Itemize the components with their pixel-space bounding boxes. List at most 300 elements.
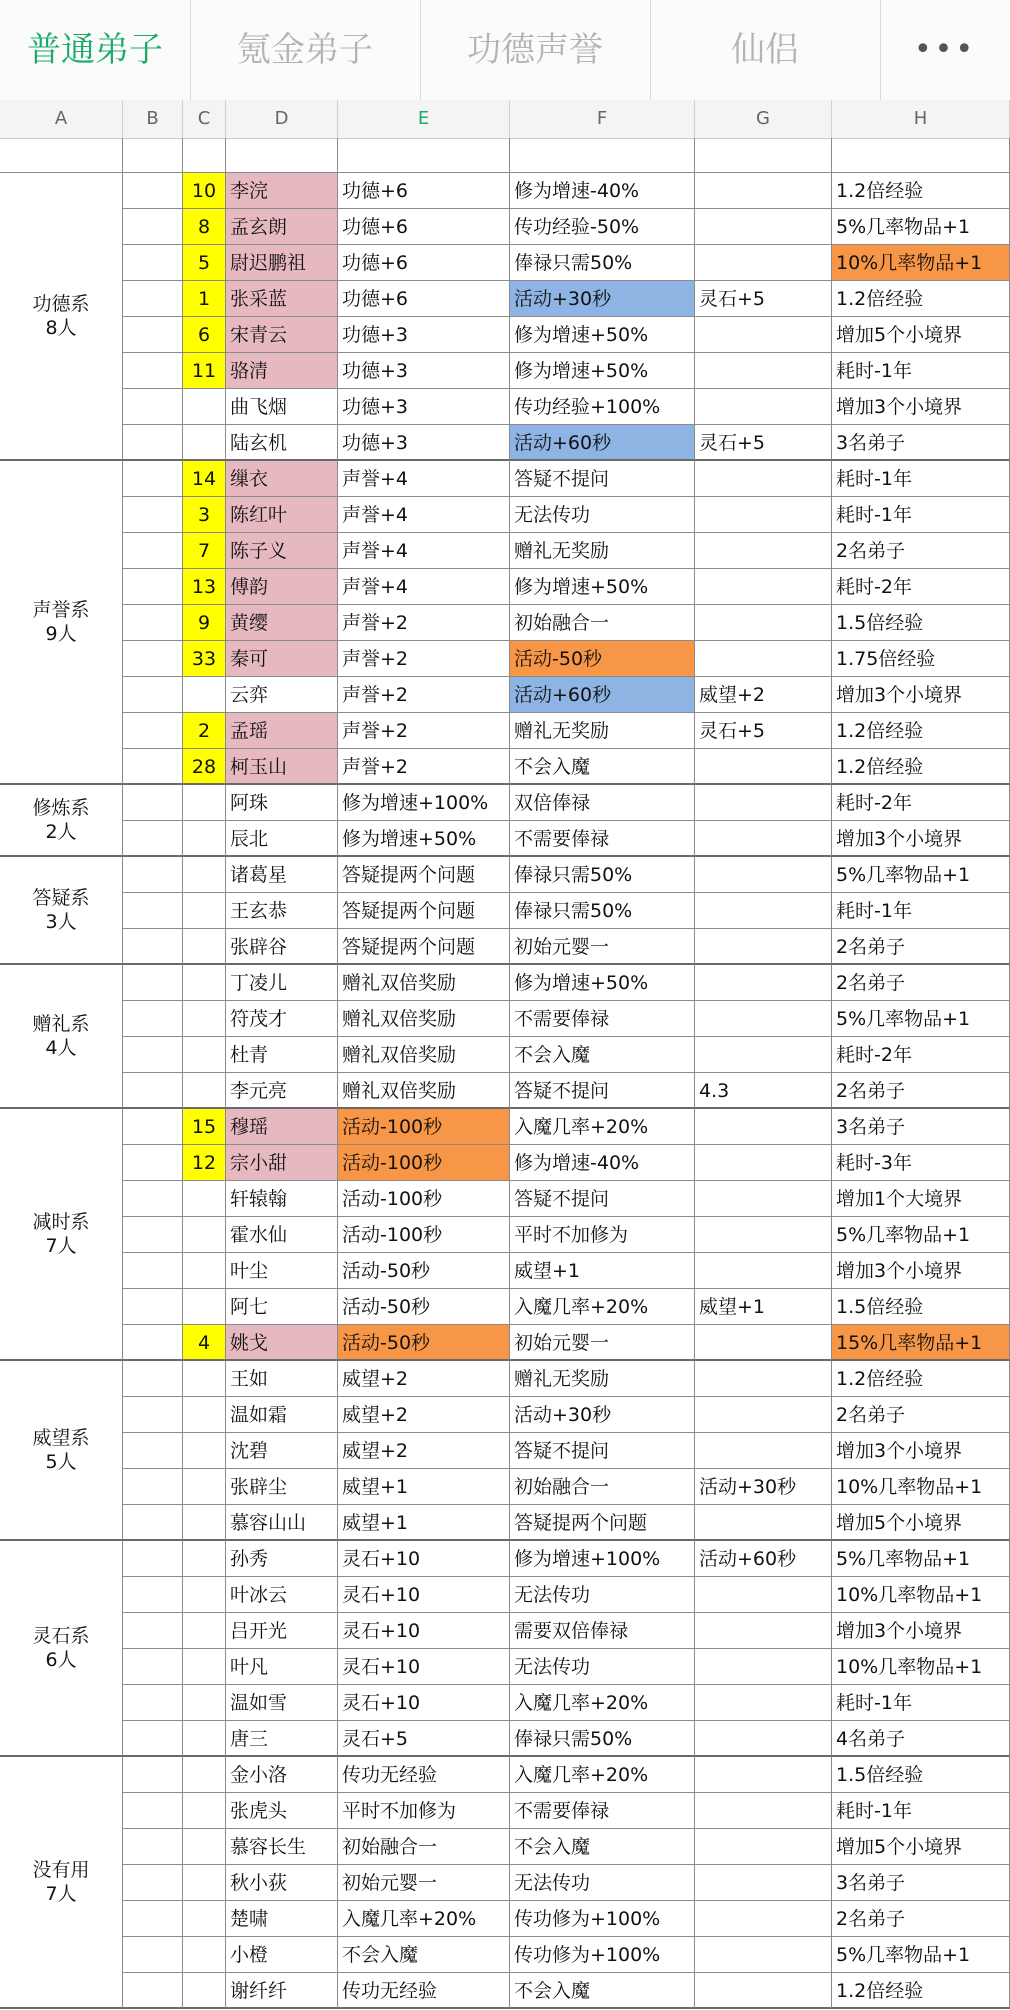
rank-cell[interactable]: 13 [183,569,226,605]
cell-b[interactable] [123,1901,183,1937]
cell-b[interactable] [123,1181,183,1217]
rank-cell[interactable] [183,1721,226,1757]
trait-2-cell[interactable]: 不会入魔 [510,1037,695,1073]
cell-b[interactable] [123,1253,183,1289]
empty-cell[interactable] [0,138,123,173]
trait-3-cell[interactable] [695,1109,832,1145]
rank-cell[interactable] [183,1685,226,1721]
disciple-name-cell[interactable]: 姚戈 [226,1325,338,1361]
rank-cell[interactable] [183,1361,226,1397]
trait-1-cell[interactable]: 传功无经验 [338,1973,510,2009]
rank-cell[interactable]: 28 [183,749,226,785]
bonus-cell[interactable]: 增加3个小境界 [832,677,1010,713]
trait-2-cell[interactable]: 初始元婴一 [510,1325,695,1361]
trait-3-cell[interactable]: 灵石+5 [695,425,832,461]
trait-1-cell[interactable]: 功德+6 [338,245,510,281]
disciple-name-cell[interactable]: 曲飞烟 [226,389,338,425]
bonus-cell[interactable]: 3名弟子 [832,1865,1010,1901]
trait-1-cell[interactable]: 活动-100秒 [338,1145,510,1181]
cell-b[interactable] [123,1541,183,1577]
trait-3-cell[interactable]: 灵石+5 [695,713,832,749]
trait-1-cell[interactable]: 灵石+5 [338,1721,510,1757]
trait-2-cell[interactable]: 初始元婴一 [510,929,695,965]
trait-3-cell[interactable]: 灵石+5 [695,281,832,317]
bonus-cell[interactable]: 耗时-2年 [832,785,1010,821]
bonus-cell[interactable]: 1.5倍经验 [832,1757,1010,1793]
bonus-cell[interactable]: 15%几率物品+1 [832,1325,1010,1361]
disciple-name-cell[interactable]: 张采蓝 [226,281,338,317]
cell-b[interactable] [123,245,183,281]
sheet-tab[interactable]: 氪金弟子 [190,0,421,100]
rank-cell[interactable] [183,1793,226,1829]
cell-b[interactable] [123,1865,183,1901]
trait-1-cell[interactable]: 答疑提两个问题 [338,929,510,965]
trait-1-cell[interactable]: 修为增速+100% [338,785,510,821]
column-header-c[interactable]: C [183,100,226,138]
bonus-cell[interactable]: 增加1个大境界 [832,1181,1010,1217]
bonus-cell[interactable]: 增加3个小境界 [832,1613,1010,1649]
disciple-name-cell[interactable]: 诸葛星 [226,857,338,893]
disciple-name-cell[interactable]: 叶尘 [226,1253,338,1289]
disciple-name-cell[interactable]: 丁凌儿 [226,965,338,1001]
trait-3-cell[interactable] [695,785,832,821]
trait-1-cell[interactable]: 赠礼双倍奖励 [338,1073,510,1109]
trait-1-cell[interactable]: 传功无经验 [338,1757,510,1793]
trait-3-cell[interactable] [695,497,832,533]
trait-1-cell[interactable]: 声誉+2 [338,641,510,677]
disciple-name-cell[interactable]: 霍水仙 [226,1217,338,1253]
trait-1-cell[interactable]: 活动-100秒 [338,1217,510,1253]
column-header-g[interactable]: G [695,100,832,138]
trait-3-cell[interactable] [695,857,832,893]
trait-3-cell[interactable] [695,1433,832,1469]
bonus-cell[interactable]: 5%几率物品+1 [832,1937,1010,1973]
trait-3-cell[interactable] [695,1217,832,1253]
rank-cell[interactable] [183,1073,226,1109]
trait-2-cell[interactable]: 活动+60秒 [510,677,695,713]
trait-2-cell[interactable]: 无法传功 [510,1865,695,1901]
trait-3-cell[interactable] [695,1865,832,1901]
trait-3-cell[interactable] [695,929,832,965]
trait-3-cell[interactable] [695,821,832,857]
trait-1-cell[interactable]: 威望+2 [338,1361,510,1397]
rank-cell[interactable] [183,1433,226,1469]
cell-b[interactable] [123,1613,183,1649]
trait-3-cell[interactable] [695,1001,832,1037]
bonus-cell[interactable]: 增加5个小境界 [832,1829,1010,1865]
rank-cell[interactable] [183,1505,226,1541]
trait-3-cell[interactable] [695,353,832,389]
bonus-cell[interactable]: 1.2倍经验 [832,713,1010,749]
rank-cell[interactable]: 2 [183,713,226,749]
disciple-name-cell[interactable]: 宋青云 [226,317,338,353]
sheet-tab[interactable]: 普通弟子 [0,0,191,100]
trait-1-cell[interactable]: 声誉+4 [338,533,510,569]
cell-b[interactable] [123,533,183,569]
bonus-cell[interactable]: 2名弟子 [832,965,1010,1001]
trait-3-cell[interactable] [695,1937,832,1973]
trait-2-cell[interactable]: 赠礼无奖励 [510,1361,695,1397]
trait-3-cell[interactable] [695,1505,832,1541]
trait-1-cell[interactable]: 威望+1 [338,1505,510,1541]
disciple-name-cell[interactable]: 秦可 [226,641,338,677]
trait-2-cell[interactable]: 初始融合一 [510,1469,695,1505]
trait-2-cell[interactable]: 无法传功 [510,1649,695,1685]
cell-b[interactable] [123,857,183,893]
cell-b[interactable] [123,677,183,713]
cell-b[interactable] [123,461,183,497]
bonus-cell[interactable]: 1.5倍经验 [832,605,1010,641]
trait-3-cell[interactable] [695,1613,832,1649]
cell-b[interactable] [123,1397,183,1433]
disciple-name-cell[interactable]: 唐三 [226,1721,338,1757]
cell-b[interactable] [123,1145,183,1181]
cell-b[interactable] [123,785,183,821]
rank-cell[interactable]: 14 [183,461,226,497]
trait-1-cell[interactable]: 赠礼双倍奖励 [338,965,510,1001]
empty-cell[interactable] [226,138,338,173]
rank-cell[interactable]: 11 [183,353,226,389]
bonus-cell[interactable]: 1.2倍经验 [832,173,1010,209]
trait-3-cell[interactable] [695,605,832,641]
disciple-name-cell[interactable]: 轩辕翰 [226,1181,338,1217]
trait-3-cell[interactable] [695,389,832,425]
bonus-cell[interactable]: 增加3个小境界 [832,1433,1010,1469]
trait-3-cell[interactable] [695,1973,832,2009]
cell-b[interactable] [123,1757,183,1793]
rank-cell[interactable] [183,1757,226,1793]
cell-b[interactable] [123,497,183,533]
trait-3-cell[interactable]: 4.3 [695,1073,832,1109]
trait-3-cell[interactable] [695,893,832,929]
rank-cell[interactable] [183,1937,226,1973]
bonus-cell[interactable]: 5%几率物品+1 [832,1541,1010,1577]
cell-b[interactable] [123,209,183,245]
bonus-cell[interactable]: 2名弟子 [832,1901,1010,1937]
rank-cell[interactable] [183,1829,226,1865]
trait-2-cell[interactable]: 传功经验+100% [510,389,695,425]
cell-b[interactable] [123,1361,183,1397]
trait-1-cell[interactable]: 声誉+2 [338,605,510,641]
rank-cell[interactable] [183,893,226,929]
trait-2-cell[interactable]: 不会入魔 [510,749,695,785]
cell-b[interactable] [123,821,183,857]
rank-cell[interactable] [183,1973,226,2009]
trait-1-cell[interactable]: 灵石+10 [338,1685,510,1721]
cell-b[interactable] [123,605,183,641]
bonus-cell[interactable]: 耗时-1年 [832,893,1010,929]
trait-2-cell[interactable]: 俸禄只需50% [510,857,695,893]
trait-3-cell[interactable] [695,641,832,677]
trait-2-cell[interactable]: 不需要俸禄 [510,1001,695,1037]
trait-1-cell[interactable]: 活动-50秒 [338,1325,510,1361]
trait-2-cell[interactable]: 答疑提两个问题 [510,1505,695,1541]
trait-1-cell[interactable]: 功德+3 [338,389,510,425]
trait-2-cell[interactable]: 活动+30秒 [510,1397,695,1433]
trait-1-cell[interactable]: 赠礼双倍奖励 [338,1001,510,1037]
trait-1-cell[interactable]: 声誉+2 [338,749,510,785]
rank-cell[interactable] [183,677,226,713]
rank-cell[interactable] [183,1289,226,1325]
disciple-name-cell[interactable]: 黄缨 [226,605,338,641]
rank-cell[interactable] [183,1577,226,1613]
trait-3-cell[interactable] [695,209,832,245]
rank-cell[interactable] [183,965,226,1001]
disciple-name-cell[interactable]: 孟瑶 [226,713,338,749]
rank-cell[interactable] [183,1001,226,1037]
trait-2-cell[interactable]: 活动-50秒 [510,641,695,677]
cell-b[interactable] [123,1109,183,1145]
bonus-cell[interactable]: 4名弟子 [832,1721,1010,1757]
bonus-cell[interactable]: 耗时-1年 [832,461,1010,497]
trait-1-cell[interactable]: 威望+2 [338,1433,510,1469]
trait-1-cell[interactable]: 功德+6 [338,173,510,209]
disciple-name-cell[interactable]: 楚啸 [226,1901,338,1937]
column-header-a[interactable]: A [0,100,123,138]
trait-3-cell[interactable]: 活动+30秒 [695,1469,832,1505]
trait-2-cell[interactable]: 入魔几率+20% [510,1109,695,1145]
trait-3-cell[interactable] [695,1757,832,1793]
disciple-name-cell[interactable]: 吕开光 [226,1613,338,1649]
column-header-e[interactable]: E [338,100,510,138]
bonus-cell[interactable]: 耗时-2年 [832,1037,1010,1073]
bonus-cell[interactable]: 3名弟子 [832,425,1010,461]
rank-cell[interactable] [183,1397,226,1433]
trait-1-cell[interactable]: 声誉+4 [338,461,510,497]
trait-1-cell[interactable]: 威望+2 [338,1397,510,1433]
trait-2-cell[interactable]: 修为增速+100% [510,1541,695,1577]
bonus-cell[interactable]: 1.2倍经验 [832,281,1010,317]
trait-3-cell[interactable] [695,569,832,605]
trait-2-cell[interactable]: 活动+30秒 [510,281,695,317]
rank-cell[interactable] [183,857,226,893]
trait-2-cell[interactable]: 威望+1 [510,1253,695,1289]
cell-b[interactable] [123,317,183,353]
bonus-cell[interactable]: 耗时-3年 [832,1145,1010,1181]
trait-3-cell[interactable]: 威望+1 [695,1289,832,1325]
sheet-tab[interactable]: 仙侣 [650,0,881,100]
trait-3-cell[interactable]: 活动+60秒 [695,1541,832,1577]
rank-cell[interactable]: 6 [183,317,226,353]
trait-3-cell[interactable] [695,1721,832,1757]
cell-b[interactable] [123,173,183,209]
cell-b[interactable] [123,1793,183,1829]
cell-b[interactable] [123,1505,183,1541]
trait-3-cell[interactable]: 威望+2 [695,677,832,713]
trait-2-cell[interactable]: 赠礼无奖励 [510,713,695,749]
bonus-cell[interactable]: 2名弟子 [832,929,1010,965]
rank-cell[interactable]: 12 [183,1145,226,1181]
disciple-name-cell[interactable]: 慕容长生 [226,1829,338,1865]
cell-b[interactable] [123,1289,183,1325]
trait-1-cell[interactable]: 威望+1 [338,1469,510,1505]
trait-1-cell[interactable]: 初始元婴一 [338,1865,510,1901]
bonus-cell[interactable]: 10%几率物品+1 [832,1577,1010,1613]
trait-2-cell[interactable]: 传功修为+100% [510,1901,695,1937]
disciple-name-cell[interactable]: 杜青 [226,1037,338,1073]
trait-3-cell[interactable] [695,749,832,785]
trait-3-cell[interactable] [695,1397,832,1433]
disciple-name-cell[interactable]: 云弈 [226,677,338,713]
trait-2-cell[interactable]: 平时不加修为 [510,1217,695,1253]
disciple-name-cell[interactable]: 宗小甜 [226,1145,338,1181]
trait-1-cell[interactable]: 入魔几率+20% [338,1901,510,1937]
trait-2-cell[interactable]: 入魔几率+20% [510,1289,695,1325]
trait-3-cell[interactable] [695,1253,832,1289]
rank-cell[interactable]: 3 [183,497,226,533]
trait-2-cell[interactable]: 需要双倍俸禄 [510,1613,695,1649]
cell-b[interactable] [123,1073,183,1109]
cell-b[interactable] [123,425,183,461]
disciple-name-cell[interactable]: 阿珠 [226,785,338,821]
bonus-cell[interactable]: 5%几率物品+1 [832,209,1010,245]
trait-3-cell[interactable] [695,1037,832,1073]
rank-cell[interactable]: 1 [183,281,226,317]
trait-1-cell[interactable]: 声誉+4 [338,497,510,533]
bonus-cell[interactable]: 1.2倍经验 [832,749,1010,785]
trait-1-cell[interactable]: 声誉+4 [338,569,510,605]
trait-1-cell[interactable]: 平时不加修为 [338,1793,510,1829]
disciple-name-cell[interactable]: 张辟尘 [226,1469,338,1505]
cell-b[interactable] [123,965,183,1001]
cell-b[interactable] [123,1973,183,2009]
disciple-name-cell[interactable]: 孙秀 [226,1541,338,1577]
bonus-cell[interactable]: 10%几率物品+1 [832,245,1010,281]
empty-cell[interactable] [695,138,832,173]
trait-2-cell[interactable]: 入魔几率+20% [510,1685,695,1721]
bonus-cell[interactable]: 耗时-1年 [832,353,1010,389]
disciple-name-cell[interactable]: 孟玄朗 [226,209,338,245]
bonus-cell[interactable]: 3名弟子 [832,1109,1010,1145]
trait-1-cell[interactable]: 功德+3 [338,425,510,461]
disciple-name-cell[interactable]: 沈碧 [226,1433,338,1469]
trait-2-cell[interactable]: 俸禄只需50% [510,893,695,929]
trait-1-cell[interactable]: 活动-50秒 [338,1253,510,1289]
empty-cell[interactable] [123,138,183,173]
trait-3-cell[interactable] [695,1361,832,1397]
rank-cell[interactable]: 15 [183,1109,226,1145]
bonus-cell[interactable]: 2名弟子 [832,1397,1010,1433]
rank-cell[interactable]: 4 [183,1325,226,1361]
column-header-f[interactable]: F [510,100,695,138]
rank-cell[interactable]: 9 [183,605,226,641]
trait-3-cell[interactable] [695,1145,832,1181]
trait-1-cell[interactable]: 灵石+10 [338,1649,510,1685]
trait-1-cell[interactable]: 活动-100秒 [338,1109,510,1145]
trait-3-cell[interactable] [695,1829,832,1865]
disciple-name-cell[interactable]: 谢纤纤 [226,1973,338,2009]
trait-2-cell[interactable]: 答疑不提问 [510,1181,695,1217]
cell-b[interactable] [123,1433,183,1469]
trait-2-cell[interactable]: 无法传功 [510,497,695,533]
disciple-name-cell[interactable]: 阿七 [226,1289,338,1325]
rank-cell[interactable]: 33 [183,641,226,677]
trait-2-cell[interactable]: 活动+60秒 [510,425,695,461]
trait-2-cell[interactable]: 修为增速+50% [510,965,695,1001]
disciple-name-cell[interactable]: 叶冰云 [226,1577,338,1613]
disciple-name-cell[interactable]: 辰北 [226,821,338,857]
disciple-name-cell[interactable]: 李元亮 [226,1073,338,1109]
bonus-cell[interactable]: 10%几率物品+1 [832,1649,1010,1685]
trait-2-cell[interactable]: 俸禄只需50% [510,245,695,281]
trait-2-cell[interactable]: 修为增速-40% [510,173,695,209]
cell-b[interactable] [123,1649,183,1685]
bonus-cell[interactable]: 增加3个小境界 [832,389,1010,425]
rank-cell[interactable] [183,929,226,965]
cell-b[interactable] [123,1721,183,1757]
trait-1-cell[interactable]: 不会入魔 [338,1937,510,1973]
rank-cell[interactable] [183,785,226,821]
sheet-tab[interactable]: 功德声誉 [420,0,651,100]
trait-1-cell[interactable]: 功德+6 [338,209,510,245]
trait-3-cell[interactable] [695,965,832,1001]
cell-b[interactable] [123,1469,183,1505]
disciple-name-cell[interactable]: 尉迟鹏祖 [226,245,338,281]
rank-cell[interactable] [183,1865,226,1901]
trait-2-cell[interactable]: 不需要俸禄 [510,1793,695,1829]
bonus-cell[interactable]: 5%几率物品+1 [832,857,1010,893]
trait-1-cell[interactable]: 声誉+2 [338,677,510,713]
trait-3-cell[interactable] [695,173,832,209]
disciple-name-cell[interactable]: 小橙 [226,1937,338,1973]
bonus-cell[interactable]: 增加5个小境界 [832,1505,1010,1541]
trait-3-cell[interactable] [695,317,832,353]
trait-1-cell[interactable]: 修为增速+50% [338,821,510,857]
rank-cell[interactable] [183,1613,226,1649]
trait-3-cell[interactable] [695,1901,832,1937]
bonus-cell[interactable]: 增加5个小境界 [832,317,1010,353]
column-header-h[interactable]: H [832,100,1010,138]
bonus-cell[interactable]: 5%几率物品+1 [832,1001,1010,1037]
trait-2-cell[interactable]: 不需要俸禄 [510,821,695,857]
bonus-cell[interactable]: 耗时-2年 [832,569,1010,605]
disciple-name-cell[interactable]: 李浣 [226,173,338,209]
rank-cell[interactable]: 7 [183,533,226,569]
empty-cell[interactable] [510,138,695,173]
trait-3-cell[interactable] [695,245,832,281]
cell-b[interactable] [123,1937,183,1973]
trait-1-cell[interactable]: 活动-50秒 [338,1289,510,1325]
trait-2-cell[interactable]: 修为增速+50% [510,317,695,353]
trait-2-cell[interactable]: 修为增速+50% [510,353,695,389]
trait-1-cell[interactable]: 声誉+2 [338,713,510,749]
empty-cell[interactable] [832,138,1010,173]
trait-2-cell[interactable]: 修为增速+50% [510,569,695,605]
disciple-name-cell[interactable]: 穆瑶 [226,1109,338,1145]
disciple-name-cell[interactable]: 缫衣 [226,461,338,497]
trait-1-cell[interactable]: 答疑提两个问题 [338,893,510,929]
rank-cell[interactable]: 5 [183,245,226,281]
trait-3-cell[interactable] [695,1325,832,1361]
bonus-cell[interactable]: 10%几率物品+1 [832,1469,1010,1505]
column-header-b[interactable]: B [123,100,183,138]
disciple-name-cell[interactable]: 傅韵 [226,569,338,605]
cell-b[interactable] [123,929,183,965]
trait-2-cell[interactable]: 俸禄只需50% [510,1721,695,1757]
disciple-name-cell[interactable]: 陈子义 [226,533,338,569]
disciple-name-cell[interactable]: 张辟谷 [226,929,338,965]
rank-cell[interactable]: 8 [183,209,226,245]
trait-1-cell[interactable]: 功德+3 [338,353,510,389]
rank-cell[interactable]: 10 [183,173,226,209]
cell-b[interactable] [123,281,183,317]
rank-cell[interactable] [183,1217,226,1253]
bonus-cell[interactable]: 1.2倍经验 [832,1973,1010,2009]
trait-2-cell[interactable]: 赠礼无奖励 [510,533,695,569]
trait-1-cell[interactable]: 灵石+10 [338,1613,510,1649]
cell-b[interactable] [123,389,183,425]
rank-cell[interactable] [183,1541,226,1577]
